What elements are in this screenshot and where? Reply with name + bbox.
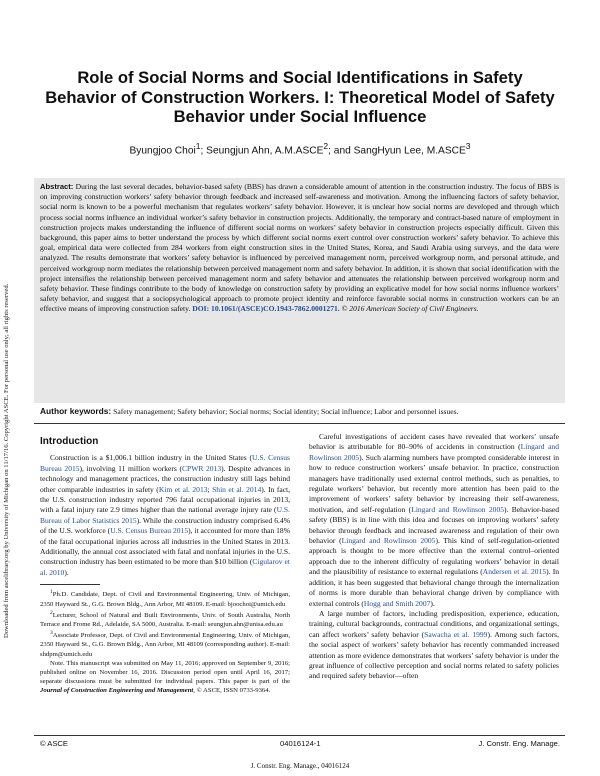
abstract-body: During the last several decades, behavior-based safety (BBS) has drawn a considerable amount of attention in the construction industry. The focus of BBS is on improving construction workers’ safety behavior through feedback and increased self-awareness and motivation. Among the influencing factors of safety behavior, social norm is known to be a powerful mechanism that regulates workers’ safety behavior. However, it is unclear how social norms are developed and through which process social norms influence an individual worker’s safety behavior in construction projects. Additionally, the temporary and contract-based nature of employment in construction projects makes understanding the influence of different social norms on workers’ safety behavior in construction projects especially difficult. Given this background, this paper aims to better understand the process by which different social norms exert control over construction workers’ safety behavior. To achieve this goal, empirical data were collected from 284 workers from eight construction sites in the United States, Korea, and Saudi Arabia using surveys, and the data were analyzed. The results demonstrate that workers’ safety behavior is influenced by perceived management norm, perceived workgroup norm, and personal attitude, and perceived workgroup norm mediates the relationship between perceived management norm and safety behavior. In addition, it is shown that social identification with the project intensifies the relationship between perceived management norm and safety behavior and attenuates the relationship between perceived workgroup norm and safety behavior. These findings contribute to the body of knowledge on construction safety by providing an explicative model for how social norms influence workers’ safety behavior, and suggest that a sociopsychological approach to promote project identity and reinforce favorable social norms in construction workers can be an effective means of improving construction safety.	[40, 182, 559, 314]
author-2: Seungjun Ahn, A.M.ASCE	[206, 145, 324, 157]
issn-text: , © ASCE, ISSN 0733-9364.	[193, 686, 271, 694]
footnote-3-marker: 3	[50, 630, 53, 637]
abstract-label: Abstract:	[40, 182, 74, 191]
body-text: ;	[207, 484, 213, 494]
journal-abbrev: J. Constr. Eng. Manage.	[478, 739, 560, 748]
body-text: ), it accounted for more than 18% of the fatal occupational injuries across all industries in the United States in 2013. Additionally, the annual cost associated with fatal and nonfatal injuries in the U.S. construction industry has been estimated to be more than $10 billion (	[40, 526, 290, 567]
body-text: ), involving 11 million workers (	[79, 463, 182, 473]
manuscript-note-text: Note. This manuscript was submitted on May 11, 2016; approved on September 9, 2016; published online on November 16, 2016. Discussion period open until April 16, 2017; separate discussions must be submitted for individual papers. This paper is part of the	[40, 659, 290, 685]
footnotes	[40, 588, 290, 695]
footnote-2-marker: 2	[50, 609, 53, 616]
body-text: ). Despite advances in technology and management practices, the construction industry still lags behind other comparable industries in safety (	[40, 463, 290, 494]
right-column	[309, 432, 559, 682]
download-notice-text: Downloaded from ascelibrary.org by University of Michigan on 11/17/16. Copyright ASCE. For personal use only; all rights reserved.	[3, 283, 10, 638]
body-text: ). Behavior-based safety (BBS) is in line with this idea and focuses on improving workers’ safety behavior through feedback and increased awareness and regulation of their own behavior (	[309, 504, 560, 546]
intro-paragraph	[40, 453, 290, 578]
author-3-affil: 3	[465, 141, 471, 151]
author-1-affil: 1	[195, 141, 201, 151]
footnote-3	[40, 629, 290, 659]
citation-link[interactable]: U.S. Census Bureau 2015	[40, 453, 290, 473]
abstract-box	[34, 178, 565, 403]
copyright-notice: © 2016 American Society of Civil Engineers.	[339, 304, 479, 314]
citation-link[interactable]: Lingard and Rowlinson 2005	[309, 442, 559, 462]
body-text: A large number of factors, including predisposition, experience, education, training, cultural backgrounds, contractual conditions, and organizational settings, can affect workers’ safety behavior (	[309, 608, 559, 639]
download-notice	[3, 118, 13, 638]
citation-link[interactable]: Lingard and Rowlinson 2005	[411, 504, 504, 514]
left-column	[40, 432, 290, 695]
manuscript-note	[40, 659, 290, 695]
keywords-list: Safety management; Safety behavior; Social norms; Social identity; Social influence; Labor and personnel issues.	[111, 407, 459, 416]
footnote-2-text: Lecturer, School of Natural and Built Environments, Univ. of South Australia, North Terrace and Frome Rd., Adelaide, SA 5000, Australia. E-mail: seungjun.ahn@unisa.edu.au	[40, 611, 290, 629]
body-text: ). This kind of self-regulation-oriented approach is thought to be more effective than the external control–oriented approach due to the inherent difficulty of regulating workers’ behavior in detail and the plausibility of resistance to external regulations (	[309, 536, 559, 577]
section-divider	[34, 423, 565, 424]
body-text: ). In addition, it has been suggested that behavioral change through the internalization of norms is more durable than behavioral change driven by compliance with external controls (	[309, 567, 559, 608]
footnote-3-text: Associate Professor, Dept. of Civil and Environmental Engineering, Univ. of Michigan, 2350 Hayward St., G.G. Brown Bldg., Ann Arbor, MI 48109 (corresponding author). E-mail: shdpm@umich.edu	[40, 632, 290, 658]
footnote-1	[40, 588, 290, 608]
page-footer	[40, 739, 560, 751]
author-separator: ; and	[328, 145, 354, 157]
body-text: ). While the construction industry comprised 6.4% of the U.S. workforce (	[40, 515, 290, 536]
body-paragraph	[309, 432, 559, 609]
footer-copyright: © ASCE	[40, 739, 68, 748]
body-text: ). In fact, the U.S. construction industry reported 796 fatal occupational injuries in 2013, with a fatal injury rate 2.9 times higher than the national average injury rate (	[40, 484, 291, 515]
body-text: Careful investigations of accident cases have revealed that workers’ unsafe behavior is attributable for 80–90% of accidents in construction (	[309, 432, 559, 452]
footer-divider	[34, 735, 565, 736]
citation-link[interactable]: Lingard and Rowlinson 2005	[341, 536, 436, 546]
author-2-affil: 2	[323, 141, 329, 151]
journal-name: Journal of Construction Engineering and Management	[40, 686, 194, 694]
citation-link[interactable]: U.S. Bureau of Labor Statistics 2015	[40, 505, 290, 525]
author-keywords	[40, 406, 560, 417]
article-number: 04016124-1	[280, 739, 321, 748]
footnote-1-text: Ph.D. Candidate, Dept. of Civil and Environmental Engineering, Univ. of Michigan, 2350 Hayward St., G.G. Brown Bldg., Ann Arbor, MI 48109. E-mail: bjoochoi@umich.edu	[40, 591, 290, 608]
abstract-text	[40, 182, 559, 315]
body-text: ).	[64, 567, 69, 577]
body-text: ). Among such factors, the social aspect of workers’ safety behavior has recently commanded increased attention as more evidence demonstrates that workers’ safety behavior is under the great influence of collective perception and social norms related to safety policies and required safety behavior—often	[309, 629, 559, 681]
citation-link[interactable]: Andersen et al. 2015	[482, 567, 547, 577]
footnote-2	[40, 609, 290, 629]
citation-link[interactable]: Kim et al. 2013	[158, 484, 208, 494]
citation-link[interactable]: Cigularov et al. 2010	[40, 557, 290, 577]
journal-reference: J. Constr. Eng. Manage., 04016124	[250, 762, 350, 770]
body-text: Construction is a $1,006.1 billion industry in the United States (	[50, 453, 252, 463]
author-1: Byungjoo Choi	[129, 145, 196, 157]
doi-link[interactable]: 10.1061/(ASCE)CO.1943-7862.0001271.	[211, 304, 340, 314]
footnote-divider	[40, 584, 100, 585]
citation-link[interactable]: Shin et al. 2014	[212, 484, 262, 494]
body-text: ).	[430, 598, 435, 608]
author-line	[40, 141, 560, 156]
citation-link[interactable]: CPWR 2013	[181, 463, 222, 473]
citation-link[interactable]: Hogg and Smith 2007	[363, 598, 431, 608]
doi-label: DOI:	[192, 304, 210, 314]
body-paragraph	[309, 609, 559, 682]
paper-title: Role of Social Norms and Social Identifications in Safety Behavior of Construction Workers. I: Theoretical Model of Safety Behavior under Social Influence	[45, 68, 555, 126]
body-text: ). Such alarming numbers have prompted considerable interest in how to reduce construction workers’ unsafe behavior. In practice, construction managers have traditionally used external control methods, such as penalties, to regulate workers’ behavior, but recently more attention has been paid to the improvement of workers’ safety behavior by increasing their self-awareness, motivation, and self-regulation (	[309, 452, 559, 514]
author-separator: ;	[200, 145, 207, 157]
keywords-label: Author keywords:	[40, 406, 112, 416]
citation-link[interactable]: U.S. Census Bureau 2015	[110, 526, 189, 536]
citation-link[interactable]: Sawacha et al. 1999	[424, 629, 488, 639]
author-3: SangHyun Lee, M.ASCE	[353, 145, 466, 157]
section-heading-introduction: Introduction	[40, 436, 99, 447]
footnote-1-marker: 1	[50, 589, 53, 596]
